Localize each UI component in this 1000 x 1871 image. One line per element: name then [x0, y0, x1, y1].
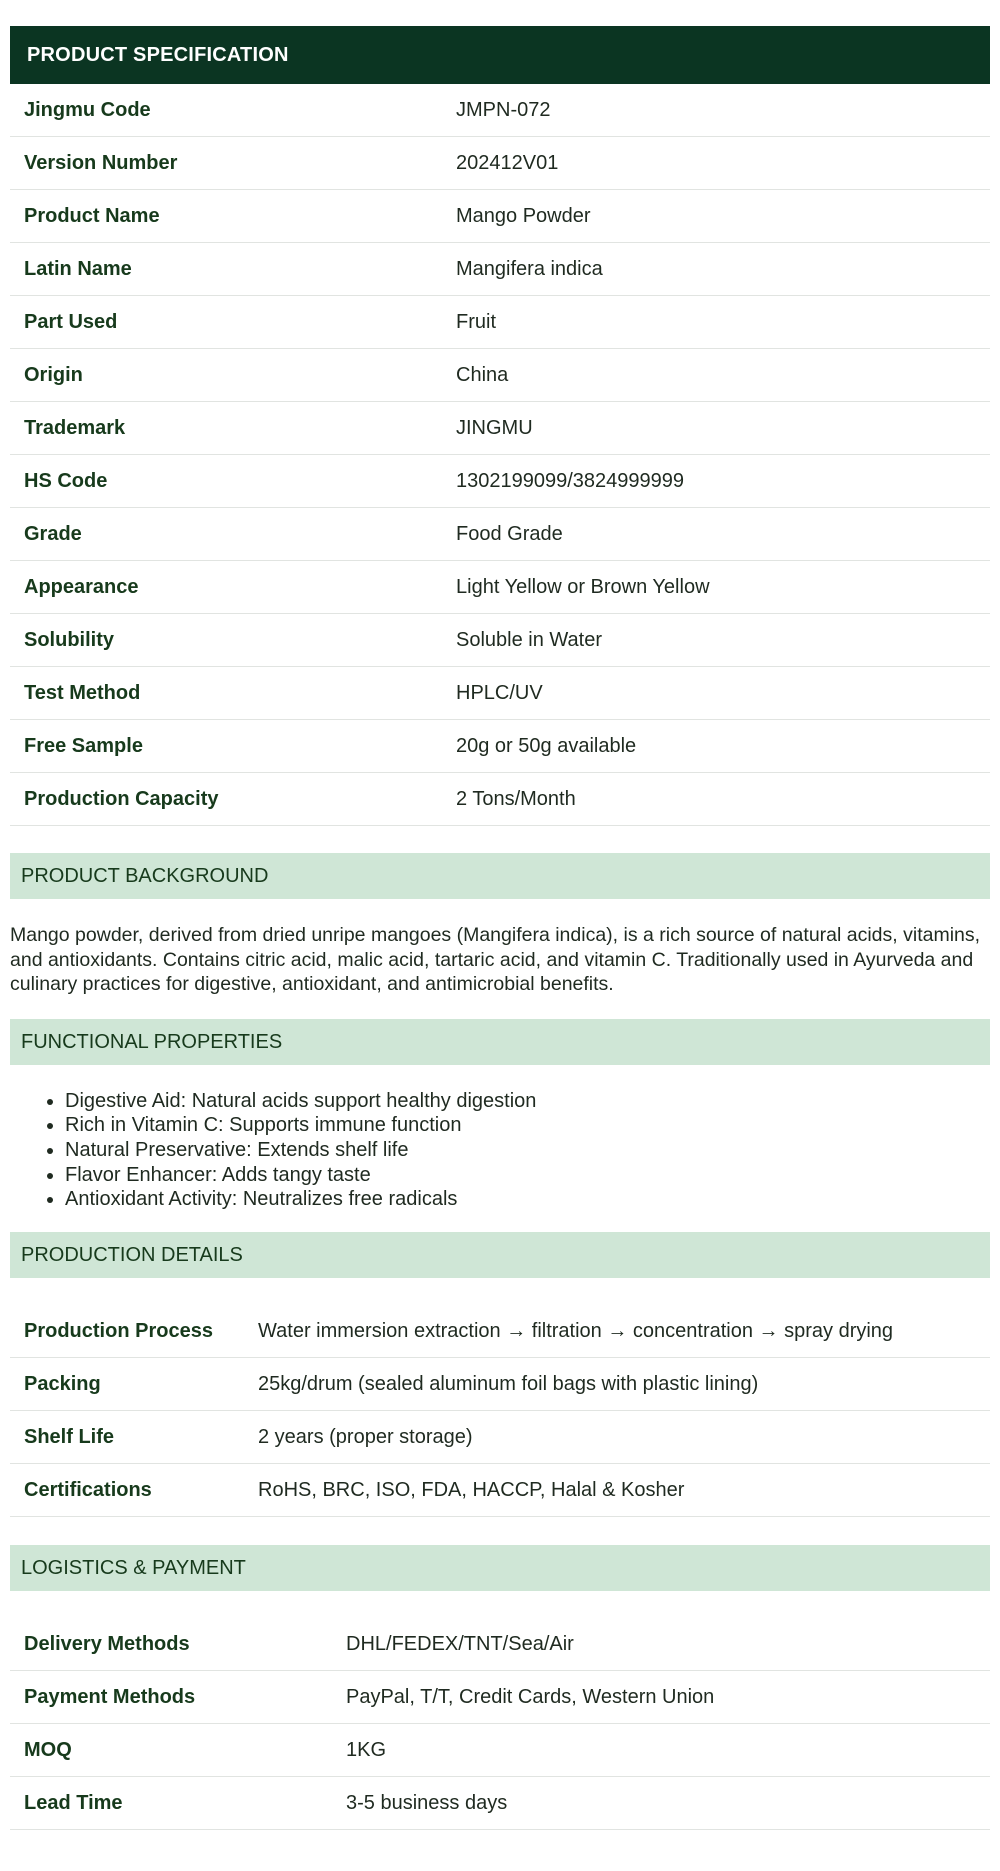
production-row-packing	[10, 1358, 990, 1411]
spec-label: Origin	[24, 363, 83, 386]
logistics-label: Delivery Methods	[24, 1632, 190, 1655]
production-label: Production Process	[24, 1319, 213, 1342]
logistics-row-moq	[10, 1724, 990, 1777]
spec-row-jingmu-code	[10, 84, 990, 137]
spec-value: Mangifera indica	[456, 257, 603, 280]
spec-value: Light Yellow or Brown Yellow	[456, 575, 710, 598]
spec-label: Solubility	[24, 628, 114, 651]
list-item: • Natural Preservative: Extends shelf life	[65, 1138, 990, 1163]
spec-label: Test Method	[24, 681, 141, 704]
logistics-label: MOQ	[24, 1738, 72, 1761]
spec-section	[10, 26, 990, 826]
spec-value: Soluble in Water	[456, 628, 602, 651]
spec-value: 2 Tons/Month	[456, 787, 576, 810]
logistics-row-delivery	[10, 1618, 990, 1671]
production-value: Water immersion extraction → filtration → concentration → spray drying	[258, 1319, 894, 1342]
background-text: Mango powder, derived from dried unripe mangoes (Mangifera indica), is a rich source of natural acids, vitamins, and antioxidants. Contains citric acid, malic acid, tartaric acid, and vitamin C. Traditionally used in Ayurveda and culinary practices for digestive, antioxidant, and antimicrobial benefits.	[10, 924, 981, 995]
logistics-row-lead-time	[10, 1777, 990, 1830]
spec-value: China	[456, 363, 509, 386]
logistics-value: 1KG	[346, 1738, 387, 1761]
spec-label: Product Name	[24, 204, 160, 227]
spec-value: Mango Powder	[456, 204, 591, 227]
production-row-process	[10, 1305, 990, 1358]
logistics-label: Lead Time	[24, 1791, 123, 1814]
logistics-label: Payment Methods	[24, 1685, 196, 1708]
logistics-row-payment	[10, 1671, 990, 1724]
spec-row-trademark	[10, 402, 990, 455]
spec-value: JMPN-072	[456, 98, 551, 121]
production-value: 25kg/drum (sealed aluminum foil bags with plastic lining)	[258, 1372, 759, 1395]
production-title: PRODUCTION DETAILS	[10, 1232, 990, 1278]
production-label: Certifications	[24, 1478, 152, 1501]
spec-label: Part Used	[24, 310, 118, 333]
spec-row-grade	[10, 508, 990, 561]
spec-row-free-sample	[10, 720, 990, 773]
functional-title: FUNCTIONAL PROPERTIES	[10, 1019, 990, 1065]
spec-label: Trademark	[24, 416, 126, 439]
production-label: Shelf Life	[24, 1425, 115, 1448]
spec-label: Jingmu Code	[24, 98, 151, 121]
logistics-section	[10, 1545, 990, 1830]
production-value: RoHS, BRC, ISO, FDA, HACCP, Halal & Kosher	[258, 1478, 685, 1501]
list-item: • Antioxidant Activity: Neutralizes free radicals	[65, 1187, 990, 1212]
spec-row-test-method	[10, 667, 990, 720]
spec-value: HPLC/UV	[456, 681, 543, 704]
spec-label: Version Number	[24, 151, 178, 174]
spec-row-product-name	[10, 190, 990, 243]
list-item: • Flavor Enhancer: Adds tangy taste	[65, 1163, 990, 1188]
spec-value: Fruit	[456, 310, 496, 333]
background-title: PRODUCT BACKGROUND	[10, 853, 990, 899]
spec-value: 1302199099/3824999999	[456, 469, 685, 492]
spec-row-solubility	[10, 614, 990, 667]
functional-list	[10, 1065, 990, 1233]
spec-row-version-number	[10, 137, 990, 190]
spec-value: 202412V01	[456, 151, 559, 174]
spec-title: PRODUCT SPECIFICATION	[10, 26, 990, 84]
spec-value: JINGMU	[456, 416, 533, 439]
spec-label: Free Sample	[24, 734, 143, 757]
logistics-title: LOGISTICS & PAYMENT	[10, 1545, 990, 1591]
logistics-value: DHL/FEDEX/TNT/Sea/Air	[346, 1632, 574, 1655]
spec-value: 20g or 50g available	[456, 734, 637, 757]
spec-label: HS Code	[24, 469, 108, 492]
production-section	[10, 1232, 990, 1517]
logistics-value: 3-5 business days	[346, 1791, 508, 1814]
background-section	[10, 853, 990, 1019]
production-row-shelf-life	[10, 1411, 990, 1464]
list-item: • Digestive Aid: Natural acids support healthy digestion	[65, 1089, 990, 1114]
spec-row-origin	[10, 349, 990, 402]
spec-row-latin-name	[10, 243, 990, 296]
logistics-value: PayPal, T/T, Credit Cards, Western Union	[346, 1685, 715, 1708]
spec-row-production-capacity	[10, 773, 990, 826]
production-label: Packing	[24, 1372, 101, 1395]
spec-label: Grade	[24, 522, 82, 545]
spec-value: Food Grade	[456, 522, 563, 545]
spec-row-appearance	[10, 561, 990, 614]
spec-row-hs-code	[10, 455, 990, 508]
functional-section	[10, 1019, 990, 1233]
production-value: 2 years (proper storage)	[258, 1425, 473, 1448]
spec-label: Appearance	[24, 575, 139, 598]
spec-row-part-used	[10, 296, 990, 349]
spec-label: Latin Name	[24, 257, 132, 280]
production-row-certifications	[10, 1464, 990, 1517]
spec-label: Production Capacity	[24, 787, 219, 810]
list-item: • Rich in Vitamin C: Supports immune function	[65, 1113, 990, 1138]
